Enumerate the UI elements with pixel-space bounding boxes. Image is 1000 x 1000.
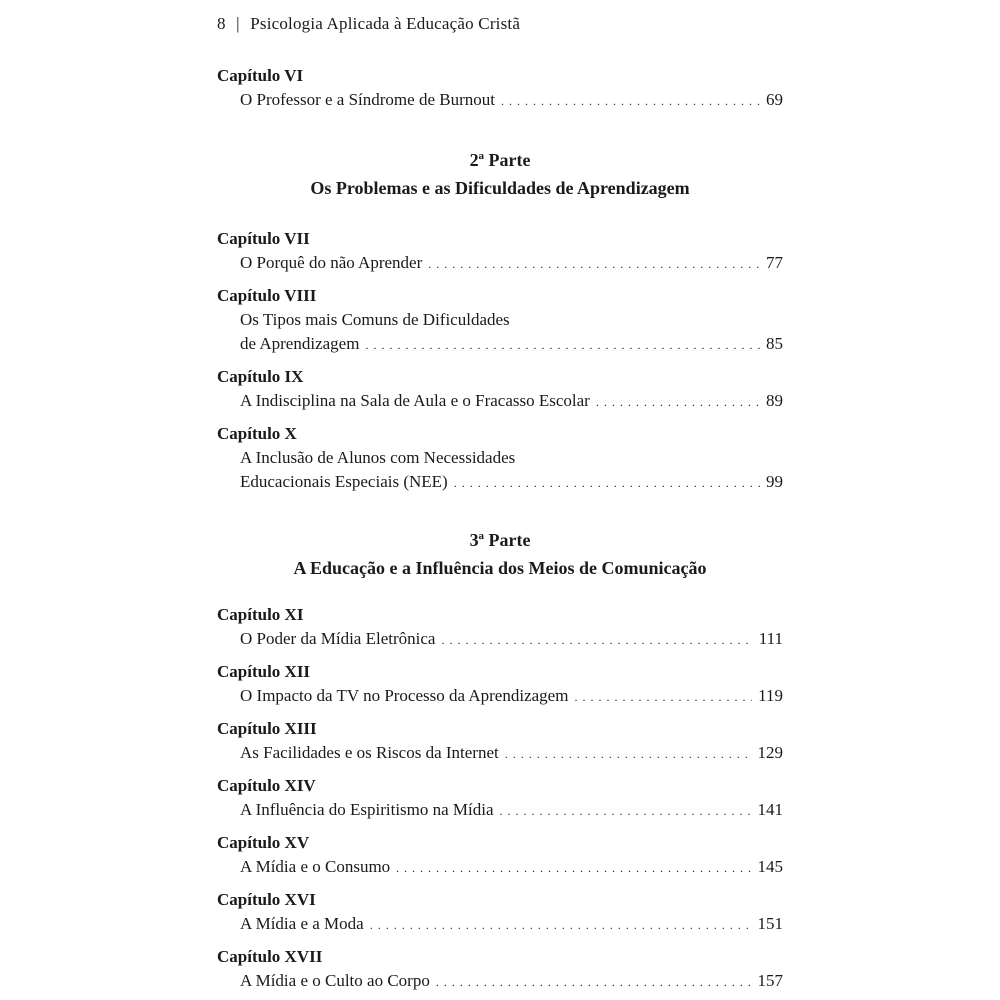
toc-entry-chapter-17[interactable]: [217, 945, 783, 994]
running-head: [217, 14, 520, 34]
chapter-title-row: [217, 470, 783, 495]
chapter-label: Capítulo XIII: [217, 719, 317, 738]
toc-entry-chapter-11[interactable]: [217, 603, 783, 652]
toc-entry-chapter-16[interactable]: [217, 888, 783, 937]
dot-leader: [396, 856, 751, 880]
chapter-title-row: [217, 627, 783, 652]
dot-leader: [365, 333, 760, 357]
toc-entry-chapter-14[interactable]: [217, 774, 783, 823]
chapter-title: A Indisciplina na Sala de Aula e o Fracasso Escolar: [240, 391, 590, 410]
chapter-title-row: [217, 251, 783, 276]
chapter-title-row: [217, 332, 783, 357]
part-title: A Educação e a Influência dos Meios de Comunicação: [293, 558, 707, 578]
toc-entry-chapter-10[interactable]: [217, 422, 783, 495]
part-number: 2ª Parte: [469, 150, 531, 170]
chapter-label: Capítulo IX: [217, 367, 304, 386]
part-title: Os Problemas e as Dificuldades de Aprendizagem: [310, 178, 690, 198]
page-ref: 151: [757, 914, 783, 933]
chapter-label: Capítulo XII: [217, 662, 311, 681]
chapter-label: Capítulo XI: [217, 605, 304, 624]
chapter-title: A Mídia e o Consumo: [240, 857, 391, 876]
dot-leader: [500, 799, 752, 823]
chapter-title-row: [217, 741, 783, 766]
dot-leader: [574, 685, 752, 709]
part-number: 3ª Parte: [469, 530, 531, 550]
page-ref: 89: [766, 391, 783, 410]
dot-leader: [505, 742, 752, 766]
chapter-label: Capítulo XVII: [217, 947, 323, 966]
chapter-title: O Impacto da TV no Processo da Aprendizagem: [240, 686, 569, 705]
dot-leader: [428, 252, 760, 276]
dot-leader: [596, 390, 760, 414]
chapter-label: Capítulo XVI: [217, 890, 316, 909]
chapter-label: Capítulo X: [217, 424, 297, 443]
page-number: 8: [217, 14, 226, 33]
page-ref: 119: [758, 686, 783, 705]
header-separator: |: [236, 14, 240, 33]
dot-leader: [370, 913, 752, 937]
page-ref: 77: [766, 253, 783, 272]
chapter-label: Capítulo VII: [217, 229, 310, 248]
chapter-title-row: [217, 855, 783, 880]
chapter-title-line: Os Tipos mais Comuns de Dificuldades: [240, 310, 510, 329]
page-ref: 157: [757, 971, 783, 990]
chapter-title-row: [217, 88, 783, 113]
chapter-title-row: [217, 684, 783, 709]
dot-leader: [454, 471, 760, 495]
part-heading-3: [217, 526, 783, 582]
page-ref: 85: [766, 334, 783, 353]
chapter-title: A Influência do Espiritismo na Mídia: [240, 800, 494, 819]
chapter-title-row: [217, 912, 783, 937]
toc-entry-chapter-15[interactable]: [217, 831, 783, 880]
chapter-label: Capítulo XV: [217, 833, 310, 852]
page-ref: 141: [757, 800, 783, 819]
chapter-title-row: [217, 969, 783, 994]
dot-leader: [436, 970, 752, 994]
toc-entry-chapter-6[interactable]: [217, 64, 783, 113]
chapter-title-row: [217, 389, 783, 414]
chapter-title-row: [217, 798, 783, 823]
chapter-title: O Professor e a Síndrome de Burnout: [240, 90, 495, 109]
chapter-label: Capítulo VI: [217, 66, 304, 85]
chapter-title-line: A Inclusão de Alunos com Necessidades: [240, 448, 516, 467]
toc-entry-chapter-7[interactable]: [217, 227, 783, 276]
toc-entry-chapter-12[interactable]: [217, 660, 783, 709]
chapter-title: A Mídia e o Culto ao Corpo: [240, 971, 430, 990]
page-ref: 111: [758, 629, 783, 648]
book-title: Psicologia Aplicada à Educação Cristã: [250, 14, 521, 33]
chapter-label: Capítulo XIV: [217, 776, 316, 795]
chapter-title: O Porquê do não Aprender: [240, 253, 423, 272]
toc-entry-chapter-13[interactable]: [217, 717, 783, 766]
part-heading-2: [217, 146, 783, 202]
dot-leader: [501, 89, 760, 113]
dot-leader: [441, 628, 752, 652]
page-ref: 145: [757, 857, 783, 876]
chapter-title: A Mídia e a Moda: [240, 914, 364, 933]
chapter-title: O Poder da Mídia Eletrônica: [240, 629, 436, 648]
chapter-title: Educacionais Especiais (NEE): [240, 472, 448, 491]
chapter-label: Capítulo VIII: [217, 286, 317, 305]
page-ref: 69: [766, 90, 783, 109]
chapter-title: de Aprendizagem: [240, 334, 360, 353]
page-ref: 129: [757, 743, 783, 762]
toc-entry-chapter-9[interactable]: [217, 365, 783, 414]
page-ref: 99: [766, 472, 783, 491]
chapter-title: As Facilidades e os Riscos da Internet: [240, 743, 499, 762]
toc-entry-chapter-8[interactable]: [217, 284, 783, 357]
